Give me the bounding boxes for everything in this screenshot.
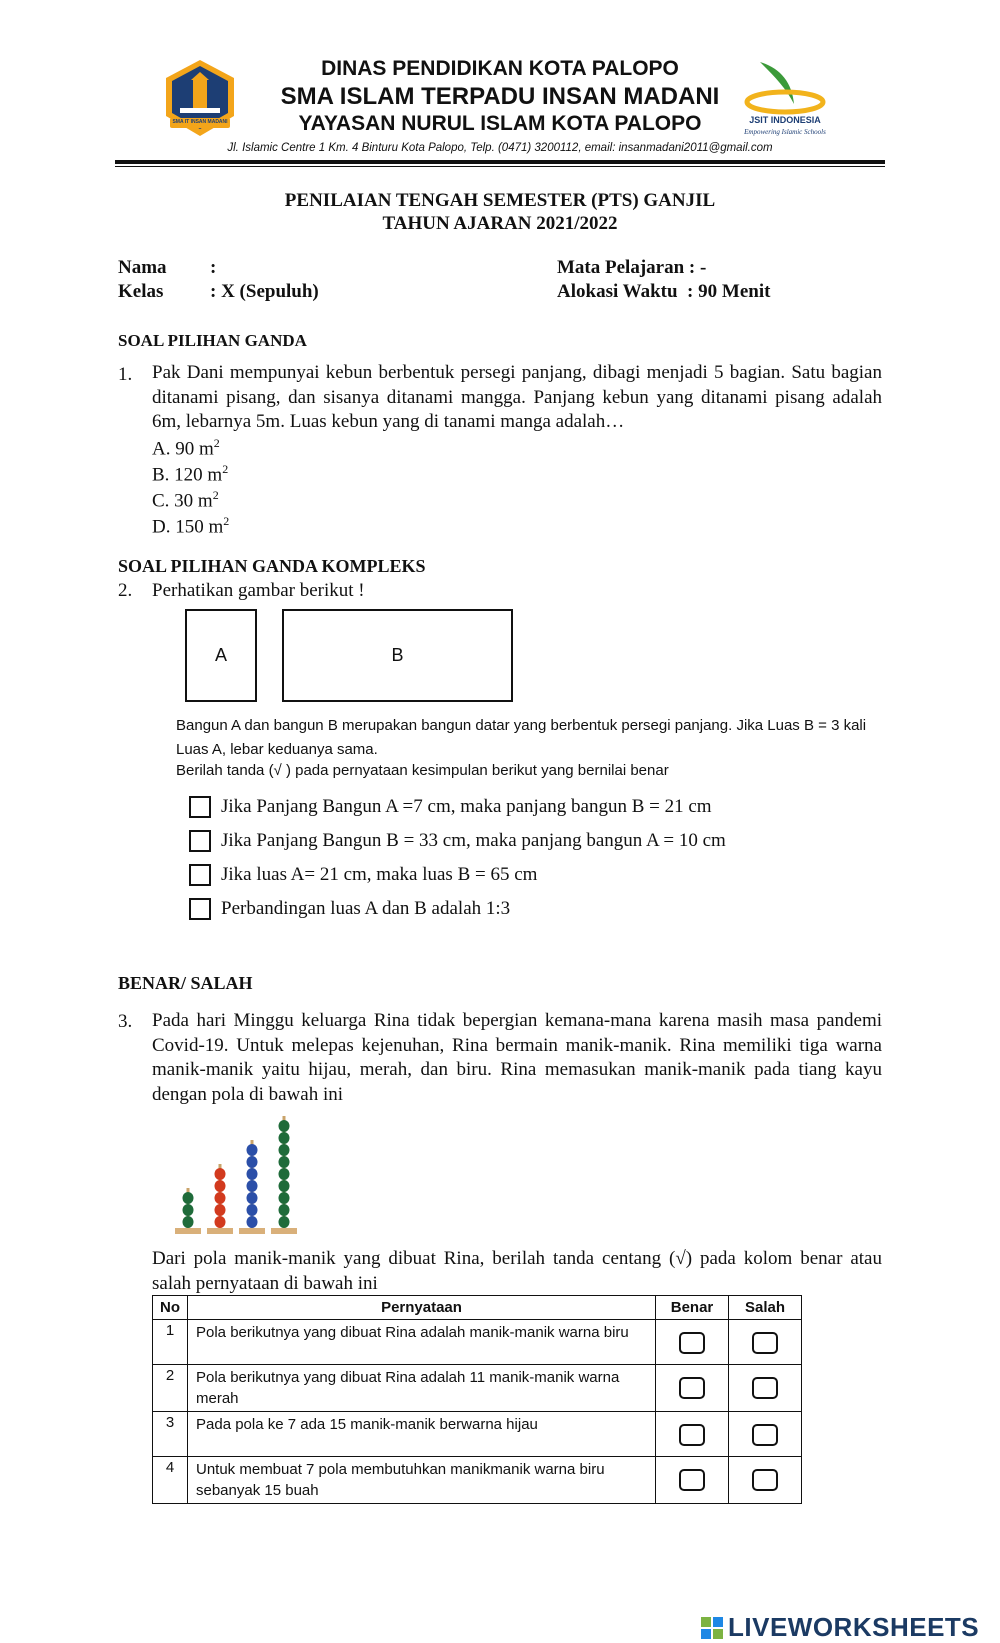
q1-option-b[interactable]: B. 120 $m^2$ [152,462,229,486]
checkbox[interactable] [189,796,211,818]
bead [215,1180,226,1192]
liveworksheets-text: LIVEWORKSHEETS [728,1612,980,1642]
benar-cell [656,1320,729,1365]
table-header-row [153,1296,802,1320]
salah-cell [729,1457,802,1504]
table-row [153,1457,802,1504]
salah-cell [729,1320,802,1365]
checkbox[interactable] [189,830,211,852]
row-no: 4 [153,1457,188,1504]
salah-checkbox[interactable] [752,1332,778,1354]
header-line2: SMA ISLAM TERPADU INSAN MADANI [280,83,720,110]
bead [183,1216,194,1228]
q3-number: 3. [118,1011,133,1032]
rect-a [185,609,257,702]
row-no: 1 [153,1320,188,1365]
q1-number: 1. [118,364,133,385]
row-text: Pada pola ke 7 ada 15 manik-manik berwarna hijau [188,1412,656,1457]
bead [215,1204,226,1216]
benar-checkbox[interactable] [679,1377,705,1399]
checkbox[interactable] [189,864,211,886]
header-line1: DINAS PENDIDIKAN KOTA PALOPO [321,57,679,80]
bead [279,1180,290,1192]
bead [247,1180,258,1192]
salah-cell [729,1365,802,1412]
header-benar: Benar [656,1296,729,1320]
header-pernyataan: Pernyataan [188,1296,656,1320]
exam-title: PENILAIAN TENGAH SEMESTER (PTS) GANJIL [284,190,716,211]
row-text: Pola berikutnya yang dibuat Rina adalah manik-manik warna biru [188,1320,656,1365]
row-no: 3 [153,1412,188,1457]
benar-checkbox[interactable] [679,1332,705,1354]
liveworksheets-logo [700,1612,979,1643]
rect-b [282,609,513,702]
q2-instruction: Berilah tanda (√ ) pada pernyataan kesimpulan berikut yang bernilai benar [176,762,669,779]
q2-number: 2. [118,580,133,601]
q1-option-a[interactable]: A. 90 $m^2$ [152,436,220,460]
kelas-value: : X (Sepuluh) [210,281,319,302]
logo-right [740,58,830,140]
section3-title: BENAR/ SALAH [118,973,253,993]
q1-option-d[interactable]: D. 150 $m^2$ [152,514,230,538]
benar-cell [656,1412,729,1457]
row-no: 2 [153,1365,188,1412]
alokasi-waktu: Alokasi Waktu : 90 Menit [557,281,771,302]
nama-label: Nama [118,257,167,278]
q2-statement-3[interactable] [189,864,537,886]
q1-option-c[interactable]: C. 30 $m^2$ [152,488,219,512]
logo-left-text: SMA IT INSAN MADANI [172,119,228,125]
salah-checkbox[interactable] [752,1469,778,1491]
q2-description: Bangun A dan bangun B merupakan bangun datar yang berbentuk persegi panjang. Jika Luas B = 3 kali Luas A, lebar keduanya sama. [176,717,867,758]
mata-pelajaran: Mata Pelajaran : - [557,257,707,278]
bead [279,1156,290,1168]
header-address: Jl. Islamic Centre 1 Km. 4 Binturu Kota Palopo, Telp. (0471) 3200112, email: insanmadani2011@gmail.com [227,142,773,154]
bead [279,1204,290,1216]
bead-base [271,1228,297,1234]
logo-right-text: JSIT INDONESIA [749,115,821,125]
bead-base [175,1228,201,1234]
row-text: Untuk membuat 7 pola membutuhkan manikmanik warna biru sebanyak 15 buah [188,1457,656,1504]
bead [247,1216,258,1228]
beads-pattern-image [170,1110,320,1240]
bead-base [239,1228,265,1234]
bead [247,1156,258,1168]
bead [279,1132,290,1144]
liveworksheets-icon [700,1616,724,1640]
bead [215,1192,226,1204]
bead [279,1144,290,1156]
bead [247,1204,258,1216]
q2-statement-1[interactable] [189,796,712,818]
salah-cell [729,1412,802,1457]
bead [279,1216,290,1228]
bead [215,1216,226,1228]
bead-base [207,1228,233,1234]
header-salah: Salah [729,1296,802,1320]
statement-text: Jika luas A= 21 cm, maka luas B = 65 cm [221,864,538,885]
bead [183,1204,194,1216]
q2-text: Perhatikan gambar berikut ! [152,580,365,601]
header-line3: YAYASAN NURUL ISLAM KOTA PALOPO [298,112,702,135]
bead [279,1168,290,1180]
benar-checkbox[interactable] [679,1424,705,1446]
statement-text: Perbandingan luas A dan B adalah 1:3 [221,898,511,919]
benar-cell [656,1457,729,1504]
nama-value: : [210,257,217,278]
q2-statement-2[interactable] [189,830,726,852]
statement-text: Jika Panjang Bangun A =7 cm, maka panjang bangun B = 21 cm [221,796,712,817]
q3-instruction: Dari pola manik-manik yang dibuat Rina, berilah tanda centang (√) pada kolom benar atau salah pernyataan di bawah ini [152,1248,882,1294]
statement-text: Jika Panjang Bangun B = 33 cm, maka panjang bangun A = 10 cm [221,830,726,851]
table-row [153,1412,802,1457]
q3-text: Pada hari Minggu keluarga Rina tidak bepergian kemana-mana karena masih masa pandemi Covid-19. Untuk melepas kejenuhan, Rina bermain manik-manik. Rina memiliki tiga warna manik-manik yaitu hijau, merah, dan biru. Rina memasukan manik-manik pada tiang kayu dengan pola di bawah ini [152,1010,882,1105]
bead [279,1120,290,1132]
section1-title: SOAL PILIHAN GANDA [118,331,307,350]
header-divider-thick [115,160,885,164]
q1-text: Pak Dani mempunyai kebun berbentuk persegi panjang, dibagi menjadi 5 bagian. Satu bagian ditanami pisang, dan sisanya ditanami mangga. Panjang kebun yang ditanami pisang adalah 6m, lebarnya 5m. Luas kebun yang di tanami manga adalah… [152,362,882,432]
header-divider-thin [115,166,885,167]
table-row [153,1320,802,1365]
bead [183,1192,194,1204]
salah-checkbox[interactable] [752,1377,778,1399]
rect-a-label: A [214,645,227,665]
benar-checkbox[interactable] [679,1469,705,1491]
logo-right-tagline: Empowering Islamic Schools [744,128,826,136]
benar-cell [656,1365,729,1412]
true-false-table [152,1295,802,1504]
bead [279,1192,290,1204]
bead [247,1168,258,1180]
header-no: No [153,1296,188,1320]
section2-title: SOAL PILIHAN GANDA KOMPLEKS [118,556,426,576]
kelas-label: Kelas [118,281,164,302]
rect-b-label: B [391,645,404,665]
row-text: Pola berikutnya yang dibuat Rina adalah 11 manik-manik warna merah [188,1365,656,1412]
q2-statement-4[interactable] [189,898,510,920]
bead [247,1144,258,1156]
checkbox[interactable] [189,898,211,920]
salah-checkbox[interactable] [752,1424,778,1446]
bead [247,1192,258,1204]
bead [215,1168,226,1180]
table-row [153,1365,802,1412]
exam-year: TAHUN AJARAN 2021/2022 [382,213,618,234]
